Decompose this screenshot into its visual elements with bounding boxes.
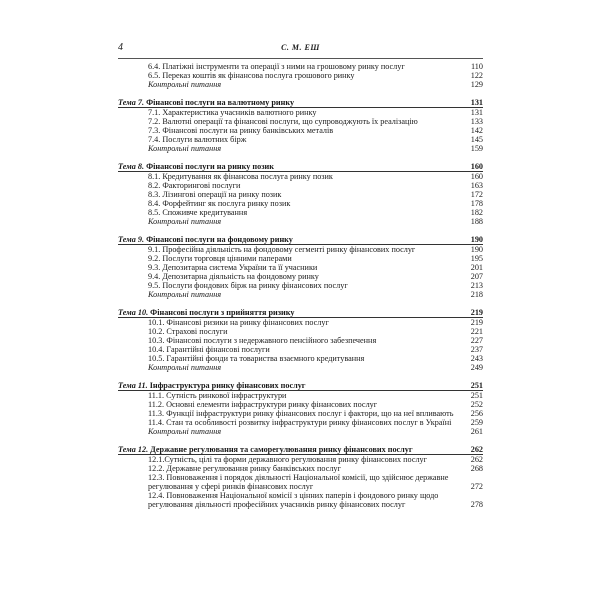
toc-entry-title: 12.4. Повноваження Національної комісії з цінних паперів і фондового ринку щодо регулювання діяльності професійних учасників ринку фінансових послуг: [148, 491, 439, 509]
toc-entry: [118, 126, 483, 135]
toc-review-questions: [118, 290, 483, 299]
toc-entry-title: 8.1. Кредитування як фінансова послуга ринку позик: [148, 172, 333, 181]
toc-entry-page: 221: [470, 327, 483, 336]
toc-topic-number: Тема 8.: [118, 162, 147, 171]
toc-review-questions: [118, 217, 483, 226]
toc-review-questions: [118, 144, 483, 153]
toc-entry-title: Контрольні питання: [148, 290, 222, 299]
toc-entry-title: 9.3. Депозитарна система України та її учасники: [148, 263, 318, 272]
toc-entry: [118, 190, 483, 199]
toc-entry-page: 110: [471, 62, 483, 71]
toc-topic-title: [118, 235, 459, 244]
toc-entry-title: 7.4. Послуги валютних бірж: [148, 135, 247, 144]
toc-topic-page: 251: [470, 381, 483, 390]
toc-entry-title: 9.2. Послуги торговця цінними паперами: [148, 254, 292, 263]
toc-entry-title: 11.1. Сутність ринкової інфраструктури: [148, 391, 287, 400]
toc-entry-page: 145: [470, 135, 483, 144]
toc-entry-title: Контрольні питання: [148, 363, 222, 372]
toc-entry-page: 227: [470, 336, 483, 345]
toc-entry-page: 122: [470, 71, 483, 80]
toc-topic-number: Тема 11.: [118, 381, 150, 390]
toc-entry: [118, 455, 483, 464]
toc-entry: [118, 199, 483, 208]
toc-topic-number: Тема 10.: [118, 308, 151, 317]
toc-entry-title: Контрольні питання: [148, 144, 222, 153]
toc-entry-page: 256: [470, 409, 483, 418]
toc-topic-row: [118, 308, 483, 318]
toc-entry: [118, 391, 483, 400]
section-gap: [118, 89, 483, 98]
toc-entry-title: 7.2. Валютні операції та фінансові послуги, що супроводжують їх реалізацію: [148, 117, 418, 126]
section-gap: [118, 372, 483, 381]
toc-entry-title: 8.4. Форфейтинг як послуга ринку позик: [148, 199, 291, 208]
toc-entry-page: 207: [470, 272, 483, 281]
toc-entry-title: 7.1. Характеристика учасників валютного ринку: [148, 108, 317, 117]
running-head-author: С. М. ЕШ: [281, 43, 320, 52]
toc-entry-title: 10.1. Фінансові ризики на ринку фінансових послуг: [148, 318, 329, 327]
toc-topic-title: [118, 308, 459, 317]
toc-entry-page: 219: [470, 318, 483, 327]
toc-entry-page: 251: [470, 391, 483, 400]
toc-entry: [118, 281, 483, 290]
toc-entry-page: 163: [470, 181, 483, 190]
toc-topic-row: [118, 235, 483, 245]
toc-entry-page: 262: [470, 455, 483, 464]
toc-entry-page: 159: [470, 144, 483, 153]
toc-review-questions: [118, 427, 483, 436]
toc-entry: [118, 263, 483, 272]
toc-topic-text: Фінансові послуги на фондовому ринку: [146, 235, 293, 244]
toc-entry-page: 261: [470, 427, 483, 436]
toc-entry-title: 6.4. Платіжні інструменти та операції з ними на грошовому ринку послуг: [148, 62, 405, 71]
toc-entry-page: 249: [470, 363, 483, 372]
toc-entry-page: 213: [470, 281, 483, 290]
toc-entry: [118, 409, 483, 418]
toc-entry-title: 8.3. Лізингові операції на ринку позик: [148, 190, 282, 199]
toc-entry: [118, 327, 483, 336]
toc-entry-page: 142: [470, 126, 483, 135]
toc-entry: [118, 62, 483, 71]
section-gap: [118, 299, 483, 308]
toc-entry-page: 278: [470, 500, 483, 509]
toc-entry: [118, 117, 483, 126]
toc-topic-row: [118, 445, 483, 455]
toc-entry-page: 160: [470, 172, 483, 181]
toc-entry: [118, 135, 483, 144]
toc-entry-title: 12.1.Сутність, цілі та форми державного регулювання ринку фінансових послуг: [148, 455, 428, 464]
toc-topic-title: [118, 162, 459, 171]
section-gap: [118, 436, 483, 445]
toc-entry-title: 10.5. Гарантійні фонди та товариства взаємного кредитування: [148, 354, 365, 363]
toc-entry: [118, 254, 483, 263]
toc-topic-page: 262: [470, 445, 483, 454]
toc-entry: [118, 208, 483, 217]
toc-entry: [118, 71, 483, 80]
toc-entry-page: 243: [470, 354, 483, 363]
toc-entry: [118, 473, 483, 491]
section-gap: [118, 153, 483, 162]
table-of-contents: [118, 62, 483, 509]
toc-topic-page: 131: [470, 98, 483, 107]
toc-review-questions: [118, 363, 483, 372]
toc-topic-number: Тема 7.: [118, 98, 147, 107]
toc-entry-title: 11.4. Стан та особливості розвитку інфраструктури ринку фінансових послуг в Україні: [148, 418, 452, 427]
toc-topic-text: Фінансові послуги з прийняття ризику: [150, 308, 295, 317]
toc-topic-page: 219: [470, 308, 483, 317]
section-gap: [118, 226, 483, 235]
toc-topic-text: Інфраструктура ринку фінансових послуг: [149, 381, 306, 390]
toc-topic-text: Фінансові послуги на валютному ринку: [146, 98, 295, 107]
toc-entry: [118, 354, 483, 363]
toc-entry: [118, 245, 483, 254]
toc-topic-text: Фінансові послуги на ринку позик: [146, 162, 274, 171]
toc-entry-title: 8.5. Споживче кредитування: [148, 208, 248, 217]
toc-entry-page: 131: [470, 108, 483, 117]
toc-entry: [118, 400, 483, 409]
toc-entry-title: 12.2. Державне регулювання ринку банківських послуг: [148, 464, 341, 473]
toc-topic-number: Тема 12.: [118, 445, 151, 454]
toc-entry-page: 259: [470, 418, 483, 427]
toc-entry-page: 218: [470, 290, 483, 299]
toc-entry-page: 201: [470, 263, 483, 272]
toc-entry-page: 182: [470, 208, 483, 217]
toc-entry-title: 9.5. Послуги фондових бірж на ринку фінансових послуг: [148, 281, 348, 290]
toc-entry: [118, 345, 483, 354]
toc-entry-title: 10.3. Фінансові послуги з недержавного пенсійного забезпечення: [148, 336, 377, 345]
toc-entry-page: 190: [470, 245, 483, 254]
toc-topic-title: [118, 445, 459, 454]
toc-entry-title: 11.2. Основні елементи інфраструктури ринку фінансових послуг: [148, 400, 378, 409]
toc-review-questions: [118, 80, 483, 89]
book-page: [118, 42, 483, 509]
toc-entry: [118, 181, 483, 190]
toc-entry-page: 237: [470, 345, 483, 354]
toc-topic-number: Тема 9.: [118, 235, 147, 244]
toc-entry: [118, 272, 483, 281]
toc-entry-page: 195: [470, 254, 483, 263]
toc-entry-page: 252: [470, 400, 483, 409]
toc-entry-title: 9.1. Професійна діяльність на фондовому сегменті ринку фінансових послуг: [148, 245, 416, 254]
toc-entry-title: Контрольні питання: [148, 217, 222, 226]
toc-topic-title: [118, 381, 459, 390]
toc-entry: [118, 108, 483, 117]
toc-topic-page: 160: [470, 162, 483, 171]
toc-topic-row: [118, 381, 483, 391]
toc-entry-page: 268: [470, 464, 483, 473]
toc-entry: [118, 336, 483, 345]
toc-entry: [118, 491, 483, 509]
toc-entry: [118, 418, 483, 427]
toc-topic-page: 190: [470, 235, 483, 244]
toc-entry-title: 10.2. Страхові послуги: [148, 327, 228, 336]
toc-entry: [118, 464, 483, 473]
toc-entry-page: 129: [470, 80, 483, 89]
toc-entry-title: 8.2. Факторингові послуги: [148, 181, 241, 190]
toc-entry-page: 172: [470, 190, 483, 199]
toc-entry-title: 10.4. Гарантійні фінансові послуги: [148, 345, 270, 354]
toc-entry-page: 272: [470, 482, 483, 491]
toc-topic-text: Державне регулювання та саморегулювання ринку фінансових послуг: [150, 445, 413, 454]
toc-entry-title: Контрольні питання: [148, 80, 222, 89]
toc-entry-title: 7.3. Фінансові послуги на ринку банківських металів: [148, 126, 334, 135]
toc-topic-title: [118, 98, 459, 107]
page-header: [118, 42, 483, 59]
toc-entry: [118, 318, 483, 327]
toc-entry-title: 9.4. Депозитарна діяльність на фондовому ринку: [148, 272, 319, 281]
toc-entry-page: 188: [470, 217, 483, 226]
toc-entry-title: 12.3. Повноваження і порядок діяльності Національної комісії, що здійснює державне регулювання у сфері ринків фінансових послуг: [148, 473, 449, 491]
toc-entry-title: Контрольні питання: [148, 427, 222, 436]
toc-topic-row: [118, 98, 483, 108]
toc-entry-title: 11.3. Функції інфраструктури ринку фінансових послуг і фактори, що на неї впливають: [148, 409, 454, 418]
page-number: 4: [118, 42, 123, 53]
toc-entry-title: 6.5. Переказ коштів як фінансова послуга грошового ринку: [148, 71, 355, 80]
toc-entry-page: 133: [470, 117, 483, 126]
toc-entry: [118, 172, 483, 181]
toc-topic-row: [118, 162, 483, 172]
toc-entry-page: 178: [470, 199, 483, 208]
